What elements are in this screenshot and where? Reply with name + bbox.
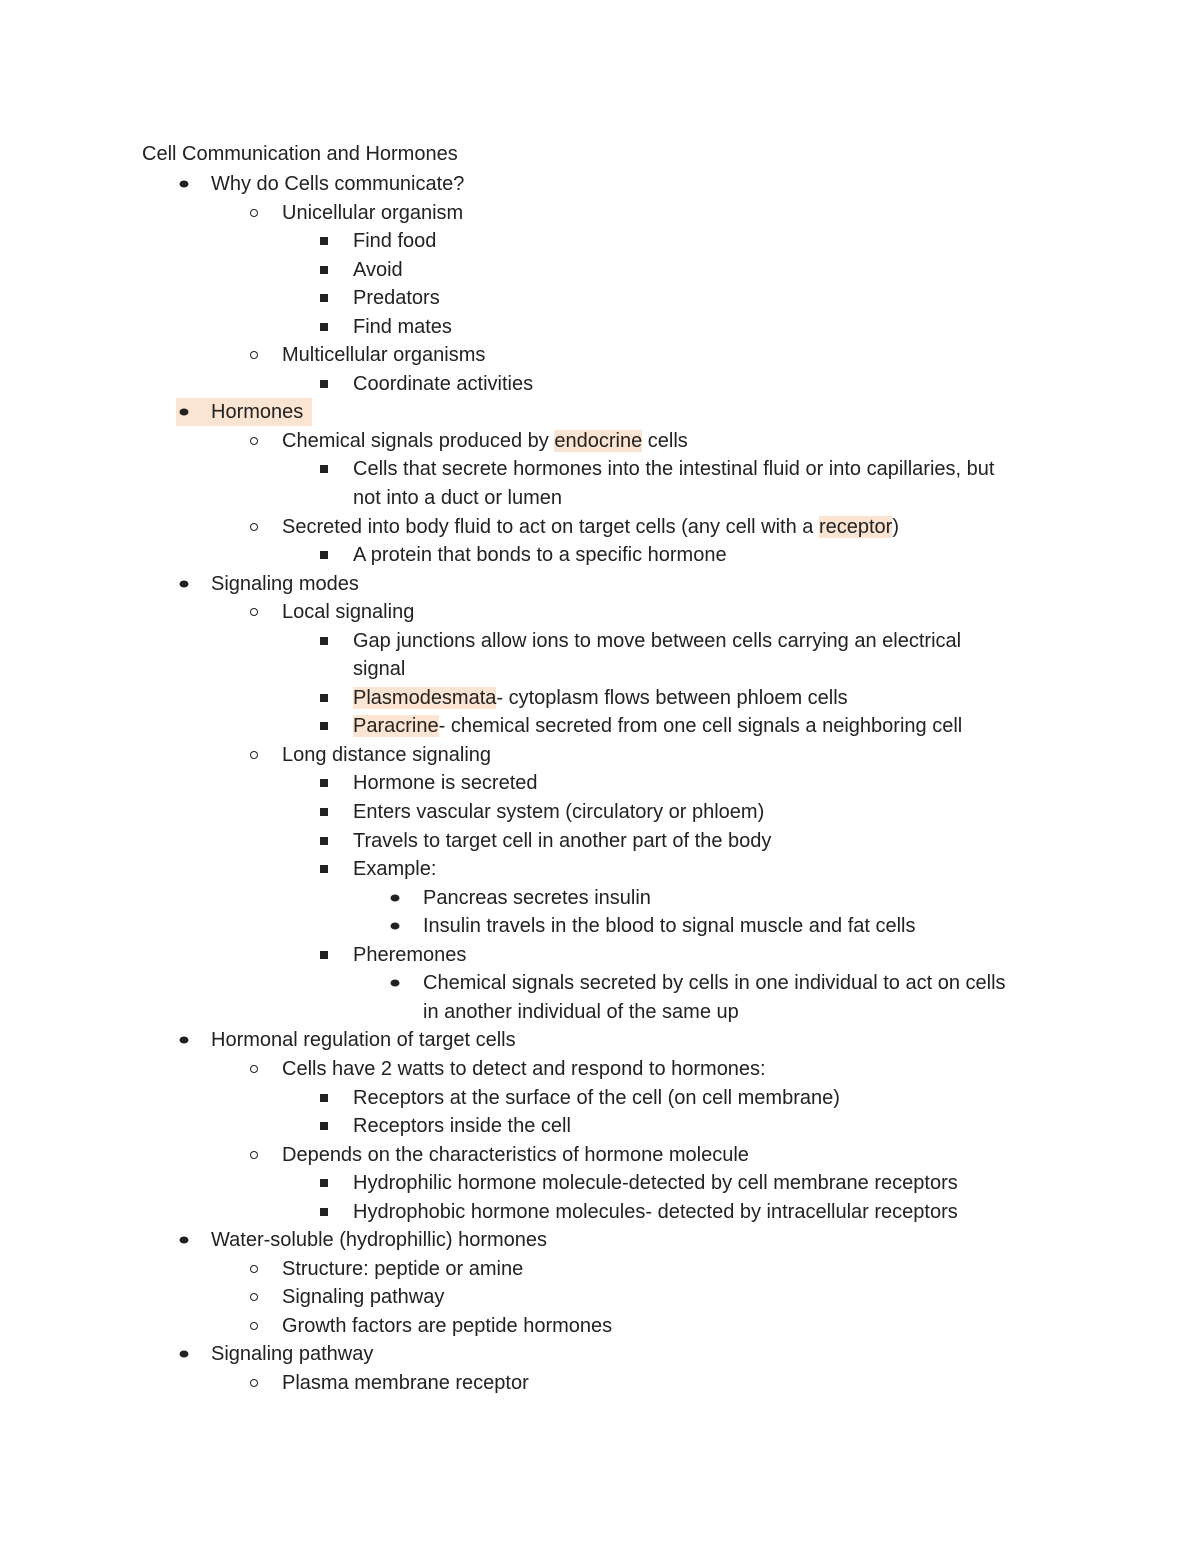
bullet-circle-icon [250,523,258,531]
list-item: Find mates [0,313,1200,342]
highlighted-term: endocrine [554,429,643,452]
bullet-square-icon [320,694,328,702]
bullet-circle-icon [250,1293,258,1301]
bullet-circle-icon [250,1379,258,1387]
list-item: Hydrophobic hormone molecules- detected by intracellular receptors [0,1198,1200,1227]
list-item: Hormone is secreted [0,769,1200,798]
list-item: Hormonal regulation of target cells [0,1026,1200,1055]
list-item: Example: [0,855,1200,884]
bullet-disc-icon [180,1037,189,1044]
bullet-square-icon [320,323,328,331]
list-item: Plasma membrane receptor [0,1369,1200,1398]
bullet-square-icon [320,266,328,274]
bullet-square-icon [320,551,328,559]
bullet-disc-icon [180,1351,189,1358]
list-item: Secreted into body fluid to act on target cells (any cell with a receptor) [0,513,1200,542]
list-item: Long distance signaling [0,741,1200,770]
list-item: Pheremones [0,941,1200,970]
bullet-circle-icon [250,1151,258,1159]
bullet-disc-icon [391,894,400,901]
list-item: Signaling pathway [0,1340,1200,1369]
list-item: Receptors at the surface of the cell (on cell membrane) [0,1084,1200,1113]
list-item: Coordinate activities [0,370,1200,399]
highlighted-term: Plasmodesmata [353,686,497,709]
bullet-square-icon [320,1208,328,1216]
list-item: Insulin travels in the blood to signal muscle and fat cells [0,912,1200,941]
highlighted-term: receptor [818,515,893,538]
bullet-square-icon [320,951,328,959]
bullet-circle-icon [250,751,258,759]
list-item: Gap junctions allow ions to move between cells carrying an electrical [0,627,1200,656]
list-item: Travels to target cell in another part of the body [0,827,1200,856]
list-item: Cells have 2 watts to detect and respond to hormones: [0,1055,1200,1084]
list-item: Why do Cells communicate? [0,170,1200,199]
list-item: Predators [0,284,1200,313]
outline-list [0,170,1200,1398]
bullet-square-icon [320,637,328,645]
list-item: Cells that secrete hormones into the intestinal fluid or into capillaries, but [0,455,1200,484]
bullet-square-icon [320,779,328,787]
bullet-circle-icon [250,1265,258,1273]
list-item: A protein that bonds to a specific hormone [0,541,1200,570]
list-item: Enters vascular system (circulatory or phloem) [0,798,1200,827]
list-item: Depends on the characteristics of hormone molecule [0,1141,1200,1170]
bullet-disc-icon [180,580,189,587]
bullet-square-icon [320,380,328,388]
list-item: Unicellular organism [0,199,1200,228]
list-item: Receptors inside the cell [0,1112,1200,1141]
bullet-square-icon [320,808,328,816]
list-item: Local signaling [0,598,1200,627]
list-item: Water-soluble (hydrophillic) hormones [0,1226,1200,1255]
bullet-square-icon [320,1094,328,1102]
list-item: Avoid [0,256,1200,285]
list-item: Pancreas secretes insulin [0,884,1200,913]
list-item: Chemical signals secreted by cells in one individual to act on cells [0,969,1200,998]
bullet-circle-icon [250,351,258,359]
document-title: Cell Communication and Hormones [142,143,458,165]
list-item: Structure: peptide or amine [0,1255,1200,1284]
list-item: Find food [0,227,1200,256]
list-item: Growth factors are peptide hormones [0,1312,1200,1341]
bullet-disc-icon [391,923,400,930]
bullet-disc-icon [180,1237,189,1244]
list-item: Hydrophilic hormone molecule-detected by cell membrane receptors [0,1169,1200,1198]
bullet-square-icon [320,294,328,302]
highlighted-term: Paracrine [353,715,439,738]
list-item-highlighted: Hormones [0,398,1200,427]
bullet-circle-icon [250,1322,258,1330]
bullet-circle-icon [250,1065,258,1073]
bullet-square-icon [320,237,328,245]
list-item-continuation: in another individual of the same up [423,1000,739,1023]
bullet-circle-icon [250,437,258,445]
bullet-square-icon [320,465,328,473]
list-item: Signaling modes [0,570,1200,599]
bullet-square-icon [320,837,328,845]
list-item: Paracrine- chemical secreted from one cell signals a neighboring cell [0,712,1200,741]
list-item: Chemical signals produced by endocrine cells [0,427,1200,456]
bullet-circle-icon [250,209,258,217]
bullet-square-icon [320,1179,328,1187]
list-item-continuation: signal [353,658,406,681]
list-item: Signaling pathway [0,1283,1200,1312]
bullet-circle-icon [250,608,258,616]
bullet-disc-icon [391,980,400,987]
bullet-square-icon [320,865,328,873]
list-item: Multicellular organisms [0,341,1200,370]
list-item: Plasmodesmata- cytoplasm flows between phloem cells [0,684,1200,713]
bullet-disc-icon [180,181,189,188]
bullet-disc-icon [180,409,189,416]
bullet-square-icon [320,722,328,730]
bullet-square-icon [320,1122,328,1130]
list-item-continuation: not into a duct or lumen [353,487,563,510]
